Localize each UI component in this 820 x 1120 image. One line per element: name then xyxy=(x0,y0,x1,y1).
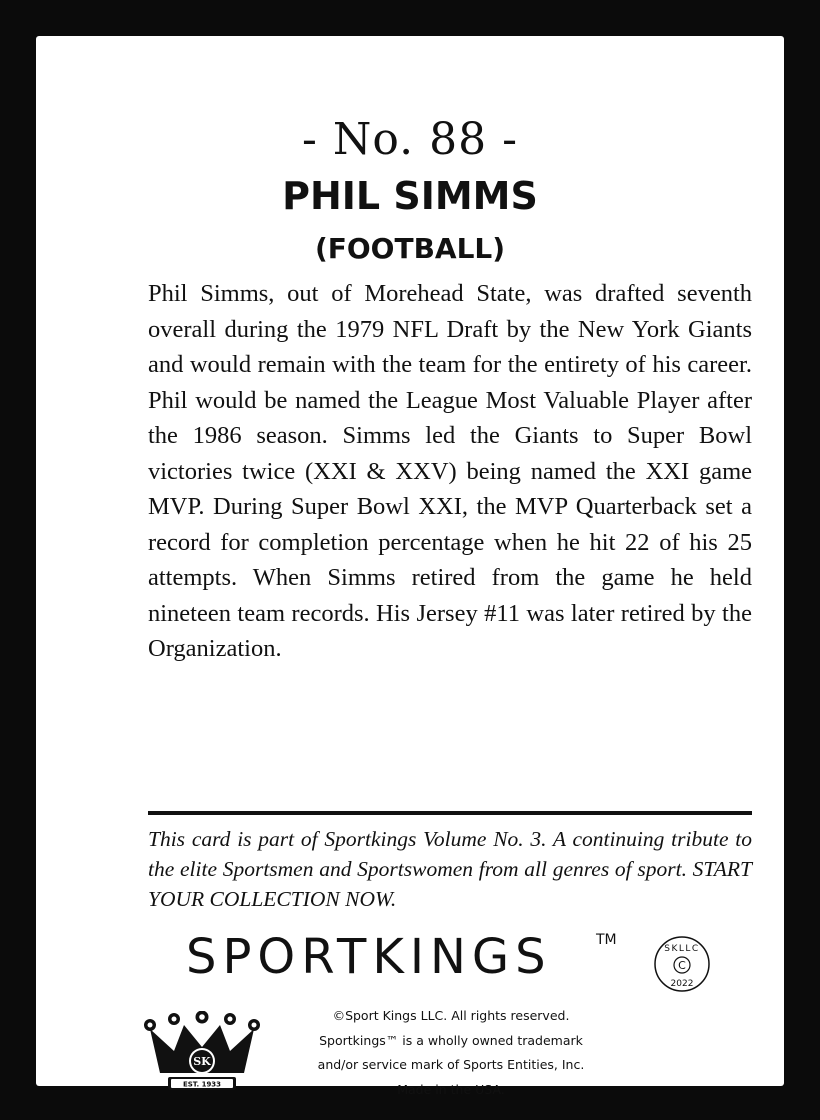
legal-notice xyxy=(276,1004,626,1102)
seal-year: 2022 xyxy=(670,979,694,989)
card-number: - No. 88 - xyxy=(302,114,518,165)
logo-established: EST. 1933 xyxy=(182,1080,222,1089)
player-bio: Phil Simms, out of Morehead State, was drafted seventh overall during the 1979 NFL Draft by the New York Giants and would remain with the team for the entirety of his career. Phil would be named the League Most Valuable Player after the 1986 season. Simms led the Giants to Super Bowl victories twice (XXI & XXV) being named the XXI game MVP. During Super Bowl XXI, the MVP Quarterback set a record for completion percentage when he hit 22 of his 25 attempts. When Simms retired from the game he held nineteen team records. His Jersey #11 was later retired by the Organization. xyxy=(148,280,752,662)
tribute-text: This card is part of Sportkings Volume No. 3. A continuing tribute to the elite Sportsmen and Sportswomen from all genres of sport. START YOUR COLLECTION NOW. xyxy=(148,827,752,911)
seal-letters: SKLLC xyxy=(664,944,700,954)
sport-label: (FOOTBALL) xyxy=(314,232,506,265)
player-name: PHIL SIMMS xyxy=(282,174,538,218)
section-divider xyxy=(148,811,752,815)
brand-wordmark: SPORTKINGS xyxy=(186,929,552,985)
legal-line-origin: Made in the USA. xyxy=(397,1081,505,1097)
trademark-symbol: TM xyxy=(596,932,617,948)
legal-line-trademark: Sportkings™ is a wholly owned trademark xyxy=(319,1032,583,1048)
seal-center-letter: C xyxy=(678,959,686,972)
crown-logo-icon xyxy=(144,1011,260,1093)
copyright-seal-icon xyxy=(652,934,712,994)
legal-line-copyright: ©Sport Kings LLC. All rights reserved. xyxy=(332,1008,570,1023)
logo-initials: SK xyxy=(193,1055,211,1068)
trading-card-back xyxy=(36,36,784,1097)
legal-line-service-mark: and/or service mark of Sports Entities, Inc. xyxy=(317,1057,585,1072)
